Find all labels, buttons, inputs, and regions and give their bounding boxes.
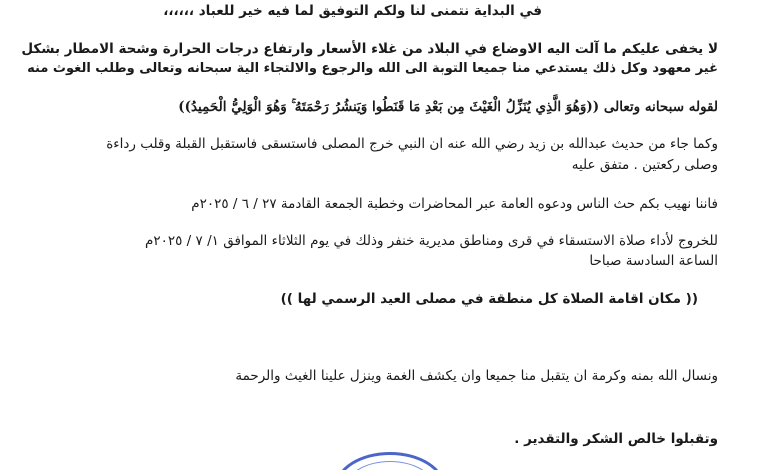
appeal-line: فاننا نهيب بكم حث الناس ودعوه العامة عبر المحاضرات وخطبة الجمعة القادمة ٢٧ / ٦ / ٢٠٢٥م — [191, 196, 718, 212]
closing-line: وتقبلوا خالص الشكر والتقدير . — [514, 431, 718, 447]
hadith-line: وكما جاء من حديث عبدالله بن زيد رضي الله عنه ان النبي خرج المصلى فاستسقى فاستقبل القبلة وقلب رداءة — [106, 136, 718, 152]
body-line: غير معهود وكل ذلك يستدعي منا جميعا التوبة الى الله والرجوع والالتجاء الية سبحانه وتعالى وطلب الغوث منه — [27, 61, 718, 76]
venue-note-line: (( مكان اقامة الصلاة كل منطقة في مصلى العيد الرسمي لها )) — [280, 291, 698, 307]
greeting-line: في البداية نتمنى لنا ولكم التوفيق لما فيه خير للعباد ،،،،،، — [163, 3, 542, 19]
prayer-line: ونسال الله بمنه وكرمة ان يتقبل منا جميعا وان يكشف الغمة وينزل علينا الغيث والرحمة — [235, 368, 718, 384]
schedule-line: الساعة السادسة صباحا — [589, 253, 718, 269]
official-stamp-inner-ring — [346, 461, 434, 470]
body-line: لا يخفى عليكم ما آلت اليه الاوضاع في البلاد من غلاء الأسعار وارتفاع درجات الحرارة وشحة الامطار بشكل — [21, 41, 718, 57]
hadith-line: وصلى ركعتين . متفق عليه — [571, 157, 718, 173]
quran-verse-line: لقوله سبحانه وتعالى ((وَهُوَ الَّذِي يُنَزِّلُ الْغَيْثَ مِن بَعْدِ مَا قَنَطُوا وَيَنشُرُ رَحْمَتَهُ ۚ وَهُوَ الْوَلِيُّ الْحَمِيدُ)) — [178, 99, 718, 115]
schedule-line: للخروج لأداء صلاة الاستسقاء في قرى ومناطق مديرية خنفر وذلك في يوم الثلاثاء الموافق ١/ ٧ / ٢٠٢٥م — [145, 233, 718, 249]
official-stamp — [335, 452, 445, 470]
